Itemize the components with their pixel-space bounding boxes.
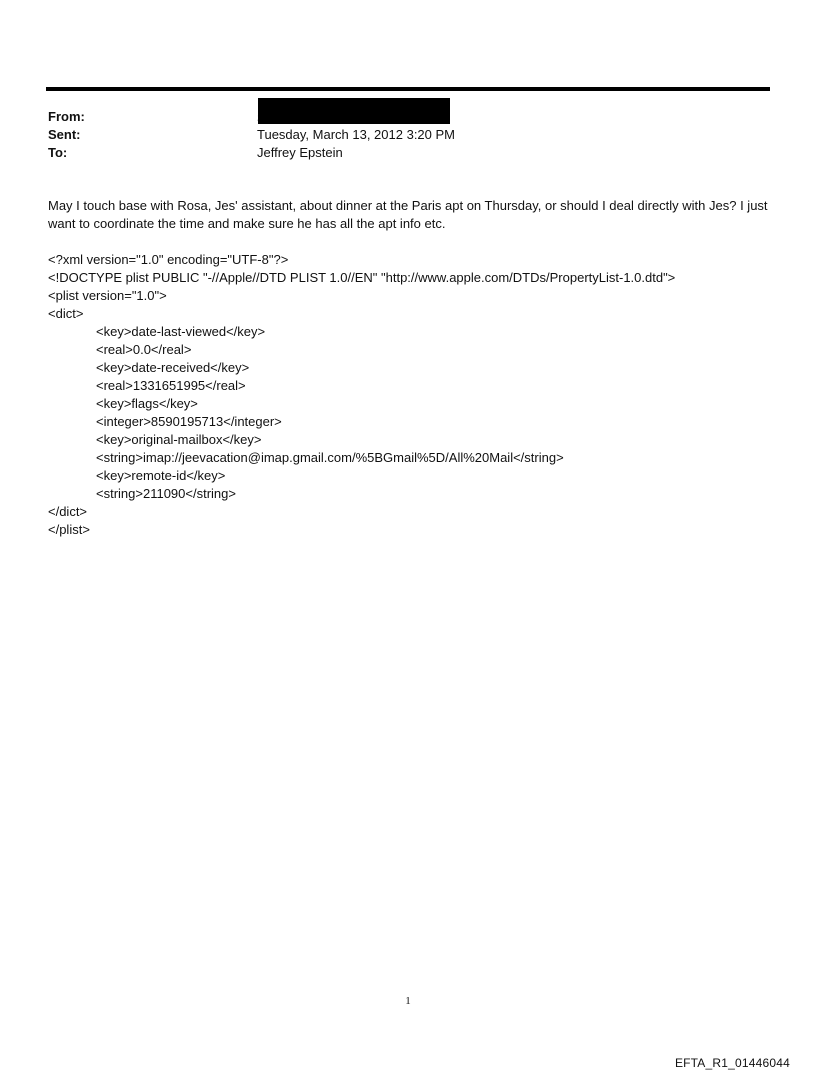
sent-row [48, 126, 768, 144]
plist-line: <real>0.0</real> [96, 342, 192, 357]
plist-line: </plist> [48, 522, 90, 537]
message-paragraph: May I touch base with Rosa, Jes' assistant, about dinner at the Paris apt on Thursday, or should I deal directly with Jes? I just want to coordinate the time and make sure he has all the apt info etc. [48, 198, 768, 231]
plist-line: <string>211090</string> [96, 486, 236, 501]
sent-label: Sent: [48, 127, 81, 142]
plist-line: <key>remote-id</key> [96, 468, 226, 483]
plist-line: <key>date-last-viewed</key> [96, 324, 266, 339]
plist-line: <!DOCTYPE plist PUBLIC "-//Apple//DTD PLIST 1.0//EN" "http://www.apple.com/DTDs/PropertyList-1.0.dtd"> [48, 270, 676, 285]
plist-line: <dict> [48, 306, 84, 321]
plist-code-block [48, 251, 776, 539]
from-row [48, 108, 768, 126]
plist-line: <integer>8590195713</integer> [96, 414, 282, 429]
plist-line: <plist version="1.0"> [48, 288, 167, 303]
bates-number: EFTA_R1_01446044 [674, 1056, 790, 1070]
message-body [48, 197, 776, 539]
to-row [48, 144, 768, 162]
plist-line: <key>flags</key> [96, 396, 198, 411]
plist-line: <real>1331651995</real> [96, 378, 246, 393]
email-header [48, 108, 768, 162]
to-value: Jeffrey Epstein [257, 145, 343, 160]
to-label: To: [48, 145, 68, 160]
from-label: From: [48, 109, 85, 124]
plist-line: <key>original-mailbox</key> [96, 432, 262, 447]
sent-value: Tuesday, March 13, 2012 3:20 PM [257, 127, 455, 142]
plist-line: <key>date-received</key> [96, 360, 250, 375]
plist-line: </dict> [48, 504, 88, 519]
plist-line: <string>imap://jeevacation@imap.gmail.com/%5BGmail%5D/All%20Mail</string> [96, 450, 564, 465]
plist-line: <?xml version="1.0" encoding="UTF-8"?> [48, 252, 289, 267]
page-number: 1 [405, 995, 411, 1007]
header-divider [46, 87, 770, 91]
redaction-block [258, 98, 450, 124]
